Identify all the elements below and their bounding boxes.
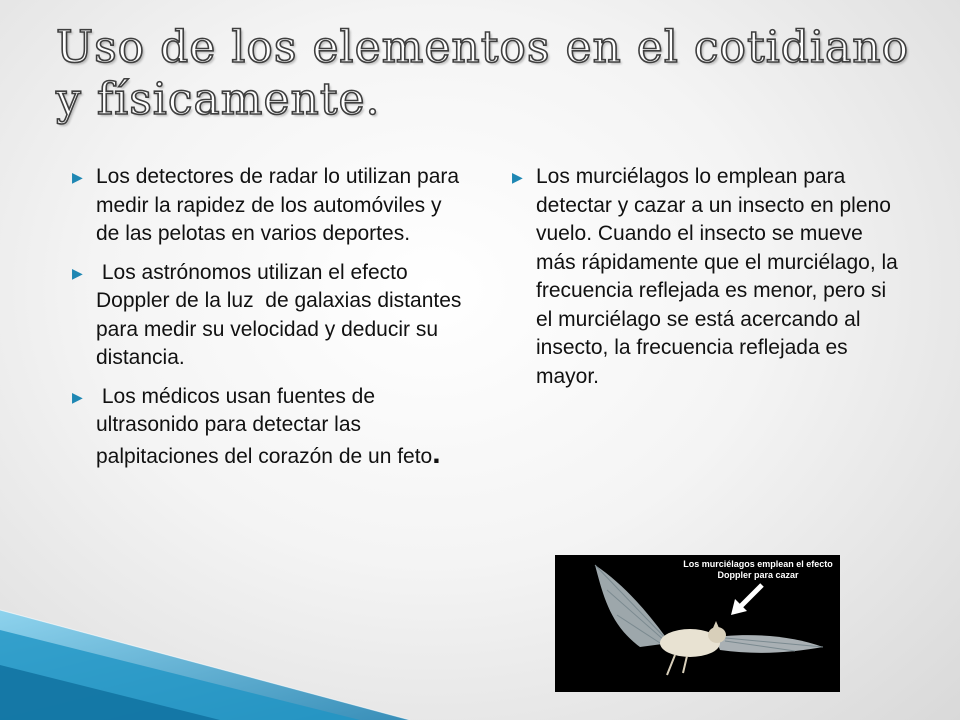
- bullet-radar: [72, 163, 464, 249]
- triangle-right-icon: ▶: [72, 169, 83, 185]
- bullet-period: .: [432, 436, 441, 470]
- bullet-doctors: [72, 383, 464, 472]
- triangle-right-icon: ▶: [72, 388, 83, 405]
- bullet-text: Los médicos usan fuentes de ultrasonido para detectar las palpitaciones del corazón de un feto: [96, 384, 433, 468]
- bullet-text: Los astrónomos utilizan el efecto Doppler de la luz de galaxias distantes para medir su velocidad y deducir su distancia.: [96, 260, 468, 369]
- bullet-text: Los murciélagos lo emplean para detectar y cazar a un insecto en pleno vuelo. Cuando el insecto se mueve más rápidamente que el murciélago, la frecuencia reflejada es menor, pero si el murciélago se está acercando al insecto, la frecuencia reflejada es mayor.: [536, 165, 898, 388]
- bullet-astronomers: [72, 259, 468, 373]
- right-column: [512, 163, 904, 401]
- triangle-right-icon: ▶: [72, 264, 83, 281]
- bullet-text: Los detectores de radar lo utilizan para medir la rapidez de los automóviles y de las pelotas en varios deportes.: [96, 165, 460, 245]
- slide-title: Uso de los elementos en el cotidiano y físicamente.: [56, 22, 910, 125]
- bullet-bats: [512, 163, 904, 391]
- triangle-right-icon: ▶: [512, 169, 523, 185]
- decorative-swoosh: [0, 590, 420, 720]
- photo-caption: Los murciélagos emplean el efecto Doppler para cazar: [683, 559, 833, 580]
- left-column: [72, 163, 468, 481]
- bat-photo: [555, 555, 840, 692]
